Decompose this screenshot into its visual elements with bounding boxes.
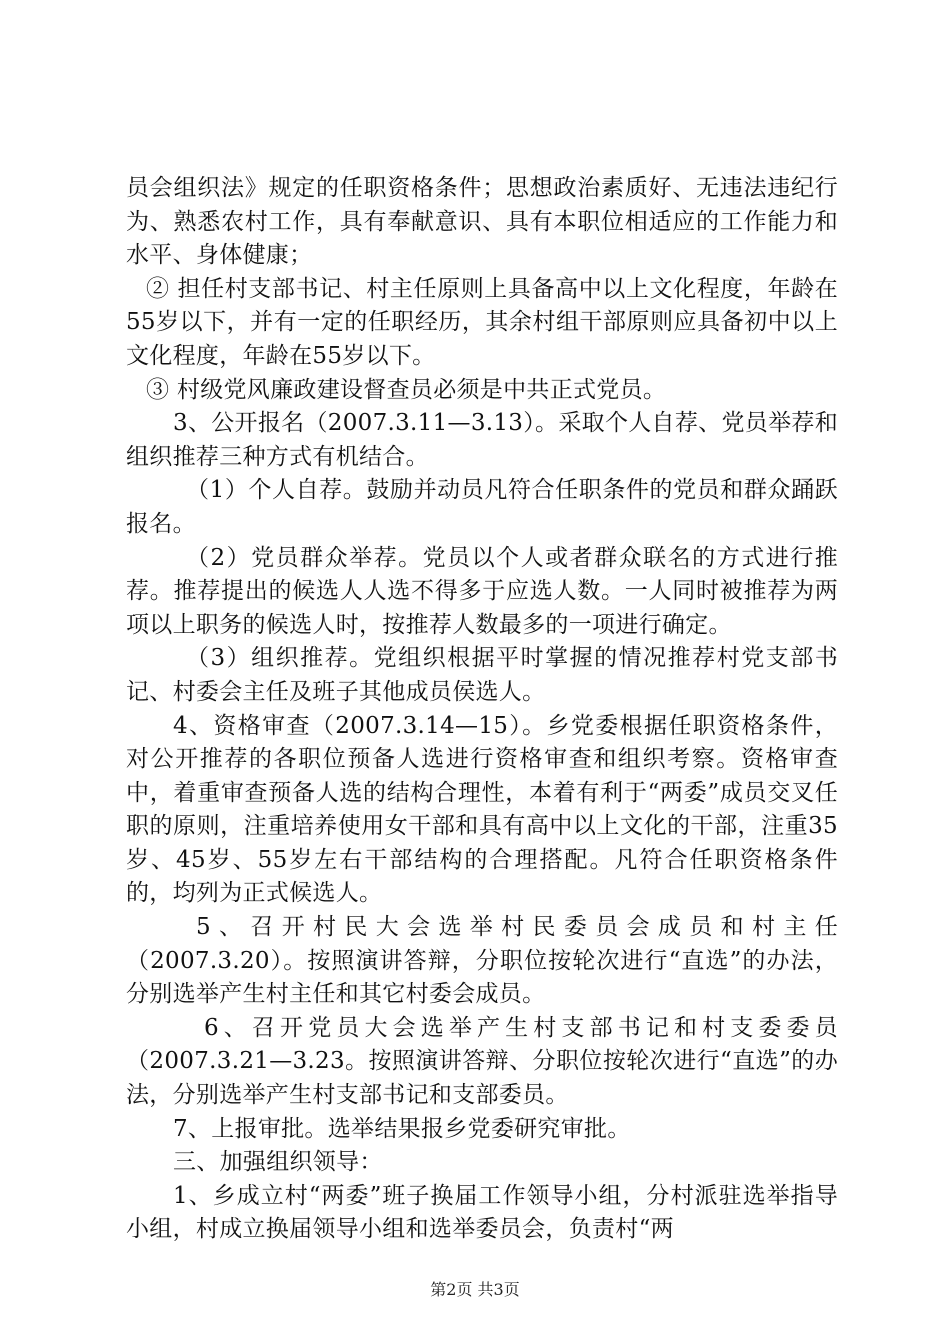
- paragraph-item-2: ② 担任村支部书记、村主任原则上具备高中以上文化程度，年龄在55岁以下，并有一定的任职经历，其余村组干部原则应具备初中以上文化程度，年龄在55岁以下。: [126, 275, 838, 369]
- paragraph-report-approval: 7、上报审批。选举结果报乡党委研究审批。: [173, 1115, 631, 1142]
- section-heading-leadership: 三、加强组织领导：: [173, 1149, 383, 1176]
- paragraph-leadership-groups: 1、乡成立村“两委”班子换届工作领导小组，分村派驻选举指导小组，村成立换届领导小组和选举委员会，负责村“两: [126, 1182, 838, 1243]
- paragraph-qualification-review: 4、资格审查（2007.3.14—15）。乡党委根据任职资格条件，对公开推荐的各职位预备人选进行资格审查和组织考察。资格审查中，着重审查预备人选的结构合理性，本着有利于“两委”成员交叉任职的原则，注重培养使用女干部和具有高中以上文化的干部，注重35岁、45岁、55岁左右干部结构的合理搭配。凡符合任职资格条件的，均列为正式候选人。: [126, 712, 838, 907]
- page-footer: 第2页 共3页: [430, 1280, 520, 1299]
- document-body: [126, 172, 838, 1247]
- paragraph-member-recommendation: （2）党员群众举荐。党员以个人或者群众联名的方式进行推荐。推荐提出的候选人人选不得多于应选人数。一人同时被推荐为两项以上职务的候选人时，按推荐人数最多的一项进行确定。: [126, 544, 838, 638]
- paragraph-self-recommendation: （1）个人自荐。鼓励并动员凡符合任职条件的党员和群众踊跃报名。: [126, 477, 838, 537]
- paragraph-item-3: ③ 村级党风廉政建设督查员必须是中共正式党员。: [146, 376, 667, 403]
- paragraph-public-registration: 3、公开报名（2007.3.11—3.13）。采取个人自荐、党员举荐和组织推荐三种方式有机结合。: [126, 410, 838, 470]
- paragraph-organization-recommendation: （3）组织推荐。党组织根据平时掌握的情况推荐村党支部书记、村委会主任及班子其他成员侯选人。: [126, 645, 838, 705]
- paragraph-qualification-conditions: 员会组织法》规定的任职资格条件；思想政治素质好、无违法违纪行为、熟悉农村工作，具有奉献意识、具有本职位相适应的工作能力和水平、身体健康；: [126, 175, 838, 269]
- paragraph-party-member-election: 6、召开党员大会选举产生村支部书记和村支委委员（2007.3.21—3.23。按照演讲答辩、分职位按轮次进行“直选”的办法，分别选举产生村支部书记和支部委员。: [126, 1014, 838, 1109]
- paragraph-villager-election: 5、召开村民大会选举村民委员会成员和村主任（2007.3.20）。按照演讲答辩，分职位按轮次进行“直选”的办法，分别选举产生村主任和其它村委会成员。: [126, 914, 838, 1008]
